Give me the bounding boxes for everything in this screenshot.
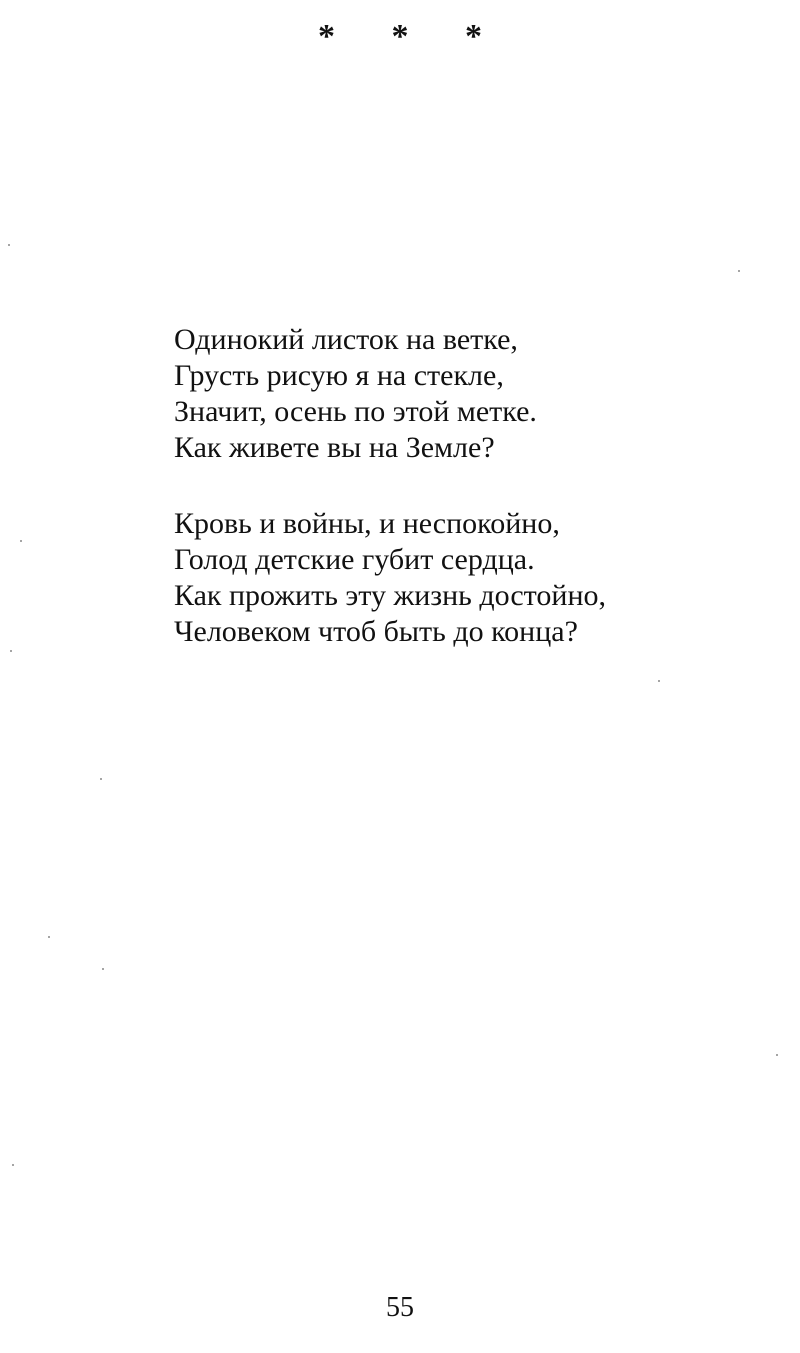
- poem-line: Как прожить эту жизнь достойно,: [174, 579, 606, 612]
- poem-line: Как живете вы на Земле?: [174, 431, 495, 464]
- scan-speck: [102, 968, 104, 970]
- scan-speck: [10, 650, 12, 652]
- poem-line: Грусть рисую я на стекле,: [174, 359, 504, 392]
- stanza-2: [174, 506, 734, 650]
- poem-line: Кровь и войны, и неспокойно,: [174, 507, 560, 540]
- page-number: 55: [386, 1292, 414, 1323]
- section-ornament: * * *: [318, 18, 506, 55]
- scan-speck: [12, 1164, 14, 1166]
- poem-line: Голод детские губит сердца.: [174, 543, 535, 576]
- scan-speck: [776, 1054, 778, 1056]
- poem-line: Человеком чтоб быть до конца?: [174, 615, 578, 648]
- poem: [174, 322, 734, 650]
- stanza-1: [174, 322, 734, 466]
- scan-speck: [8, 244, 10, 246]
- scan-speck: [738, 270, 740, 272]
- scan-speck: [100, 778, 102, 780]
- scan-speck: [658, 680, 660, 682]
- scan-speck: [48, 936, 50, 938]
- poem-line: Одинокий листок на ветке,: [174, 323, 518, 356]
- scan-speck: [20, 540, 22, 542]
- poem-line: Значит, осень по этой метке.: [174, 395, 537, 428]
